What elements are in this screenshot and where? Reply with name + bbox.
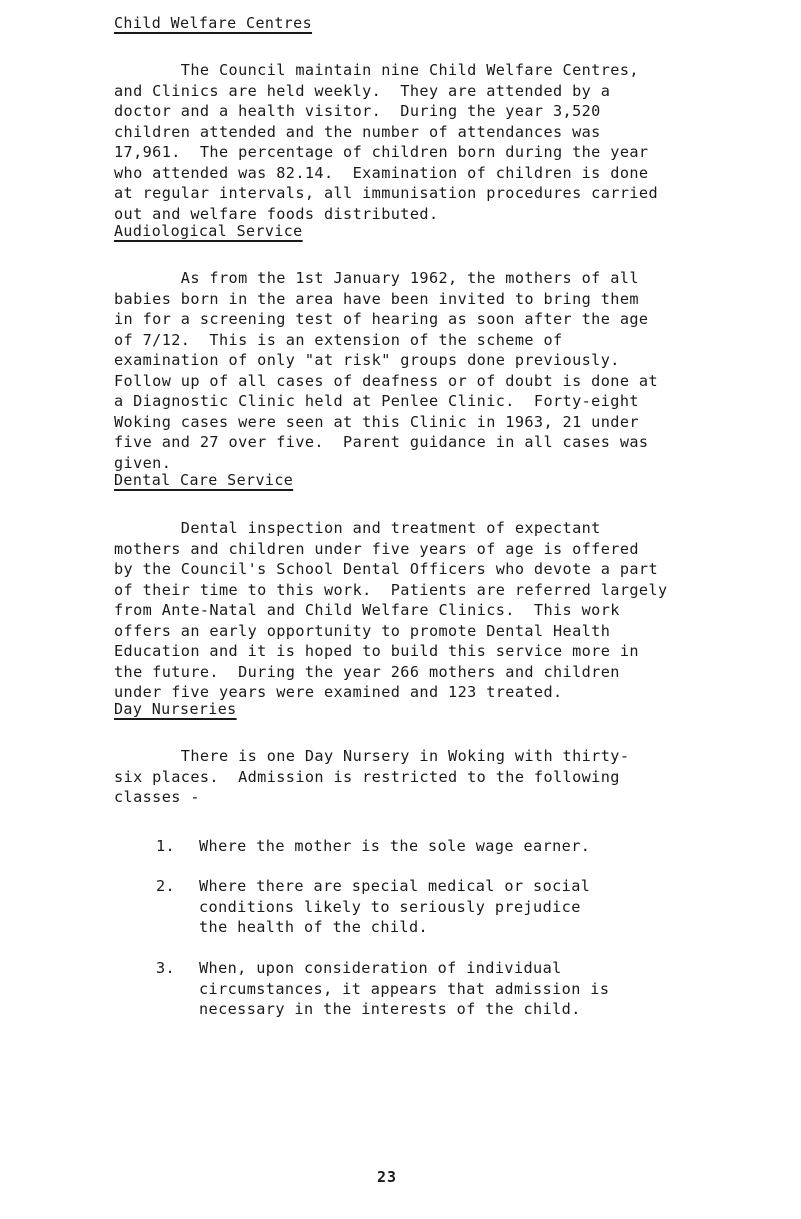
text-line: 17,961. The percentage of children born during the year [114,143,649,161]
paragraph-day-nurseries [114,746,774,808]
text-line: examination of only "at risk" groups done previously. [114,351,620,369]
text-line: When, upon consideration of individual [199,959,562,977]
text-line: children attended and the number of attendances was [114,122,601,141]
text-line: six places. Admission is restricted to the following [114,767,620,786]
text-line: There is one Day Nursery in Woking with thirty- [114,747,630,765]
text-line: five and 27 over five. Parent guidance in all cases was [114,433,649,451]
section-heading-audiological: Audiological Service [114,222,303,240]
text-line: and Clinics are held weekly. They are attended by a [114,81,611,100]
text-line: necessary in the interests of the child. [199,1000,581,1018]
text-line: under five years were examined and 123 treated. [114,683,563,701]
section-heading-child-welfare: Child Welfare Centres [114,14,313,32]
text-line: by the Council's School Dental Officers who devote a part [114,560,658,578]
text-line: conditions likely to seriously prejudice [199,897,581,916]
text-line: of 7/12. This is an extension of the scheme of [114,330,563,349]
text-line: As from the 1st January 1962, the mothers of all [114,269,639,287]
text-line: doctor and a health visitor. During the year 3,520 [114,102,601,120]
page-number: 23 [377,1168,398,1186]
text-line: the health of the child. [199,918,429,936]
list-number: 1. [156,837,176,855]
list-number: 3. [156,959,176,977]
text-line: of their time to this work. Patients are referred largely [114,580,668,599]
text-line: out and welfare foods distributed. [114,204,439,223]
text-line: from Ante-Natal and Child Welfare Clinics. This work [114,601,620,619]
text-line: Education and it is hoped to build this service more in [114,642,639,660]
section-heading-dental: Dental Care Service [114,471,294,489]
list-number: 2. [156,877,176,895]
text-line: offers an early opportunity to promote Dental Health [114,621,611,640]
text-line: the future. During the year 266 mothers and children [114,662,620,681]
text-line: circumstances, it appears that admission is [199,979,610,998]
text-line: Where the mother is the sole wage earner. [199,837,591,855]
text-line: who attended was 82.14. Examination of children is done [114,163,649,182]
text-line: given. [114,453,172,472]
text-line: in for a screening test of hearing as soon after the age [114,310,649,328]
text-line: Dental inspection and treatment of expectant [114,519,601,537]
text-line: babies born in the area have been invited to bring them [114,289,639,308]
text-line: Where there are special medical or social [199,877,591,895]
text-line: classes - [114,788,200,806]
paragraph-audiological [114,268,774,473]
text-line: Woking cases were seen at this Clinic in 1963, 21 under [114,412,639,431]
text-line: a Diagnostic Clinic held at Penlee Clinic. Forty-eight [114,392,639,410]
section-heading-day-nurseries: Day Nurseries [114,700,237,718]
text-line: Follow up of all cases of deafness or of doubt is done at [114,371,658,390]
text-line: The Council maintain nine Child Welfare Centres, [114,61,639,79]
paragraph-child-welfare [114,60,774,224]
paragraph-dental [114,518,774,703]
text-line: at regular intervals, all immunisation procedures carried [114,184,658,202]
text-line: mothers and children under five years of age is offered [114,539,639,558]
